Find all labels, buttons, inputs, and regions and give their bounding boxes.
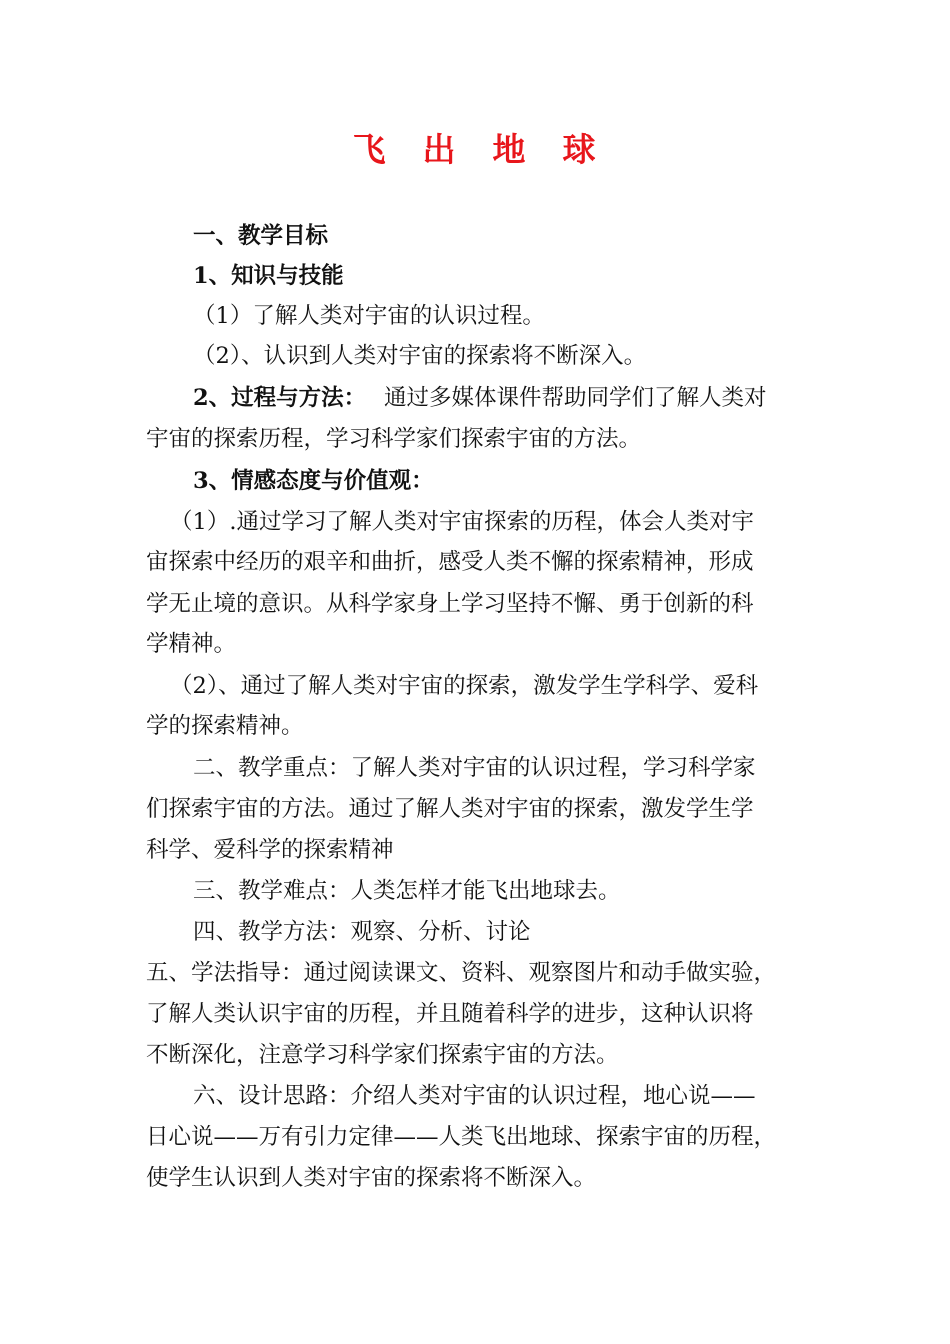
attitude-item-2-line-1: （2）、通过了解人类对宇宙的探索，激发学生学科学、爱科: [170, 673, 759, 699]
attitude-item-2-line-2: 学的探索精神。: [146, 713, 304, 739]
difficult-points: 三、教学难点：人类怎样才能飞出地球去。: [193, 878, 621, 904]
design-idea-line-2: 日心说——万有引力定律——人类飞出地球、探索宇宙的历程，: [146, 1124, 777, 1150]
knowledge-item-2: （2）、认识到人类对宇宙的探索将不断深入。: [193, 343, 647, 369]
subheading-attitude-values: 3、情感态度与价值观：: [193, 468, 434, 494]
process-method-text: 通过多媒体课件帮助同学们了解人类对: [384, 385, 767, 411]
section-heading-objectives: 一、教学目标: [193, 223, 329, 249]
process-method-text-cont: 宇宙的探索历程，学习科学家们探索宇宙的方法。: [146, 426, 642, 452]
attitude-item-1-line-2: 宙探索中经历的艰辛和曲折，感受人类不懈的探索精神，形成: [146, 549, 754, 575]
knowledge-item-1: （1）了解人类对宇宙的认识过程。: [193, 303, 545, 329]
subheading-process-method: 2、过程与方法：: [193, 385, 367, 411]
study-guide-line-2: 了解人类认识宇宙的历程，并且随着科学的进步，这种认识将: [146, 1001, 754, 1027]
document-title: 飞 出 地 球: [352, 130, 598, 169]
teaching-methods: 四、教学方法：观察、分析、讨论: [193, 919, 531, 945]
study-guide-line-1: 五、学法指导：通过阅读课文、资料、观察图片和动手做实验，: [146, 960, 777, 986]
attitude-item-1-line-3: 学无止境的意识。从科学家身上学习坚持不懈、勇于创新的科: [146, 591, 754, 617]
design-idea-line-3: 使学生认识到人类对宇宙的探索将不断深入。: [146, 1165, 597, 1191]
design-idea-line-1: 六、设计思路：介绍人类对宇宙的认识过程，地心说——: [193, 1083, 756, 1109]
key-points-line-3: 科学、爱科学的探索精神: [146, 837, 394, 863]
key-points-line-1: 二、教学重点：了解人类对宇宙的认识过程，学习科学家: [193, 755, 756, 781]
subheading-knowledge-skills: 1、知识与技能: [193, 263, 344, 289]
key-points-line-2: 们探索宇宙的方法。通过了解人类对宇宙的探索，激发学生学: [146, 796, 754, 822]
study-guide-line-3: 不断深化，注意学习科学家们探索宇宙的方法。: [146, 1042, 619, 1068]
attitude-item-1-line-4: 学精神。: [146, 631, 237, 657]
attitude-item-1-line-1: （1）.通过学习了解人类对宇宙探索的历程，体会人类对宇: [170, 509, 754, 535]
